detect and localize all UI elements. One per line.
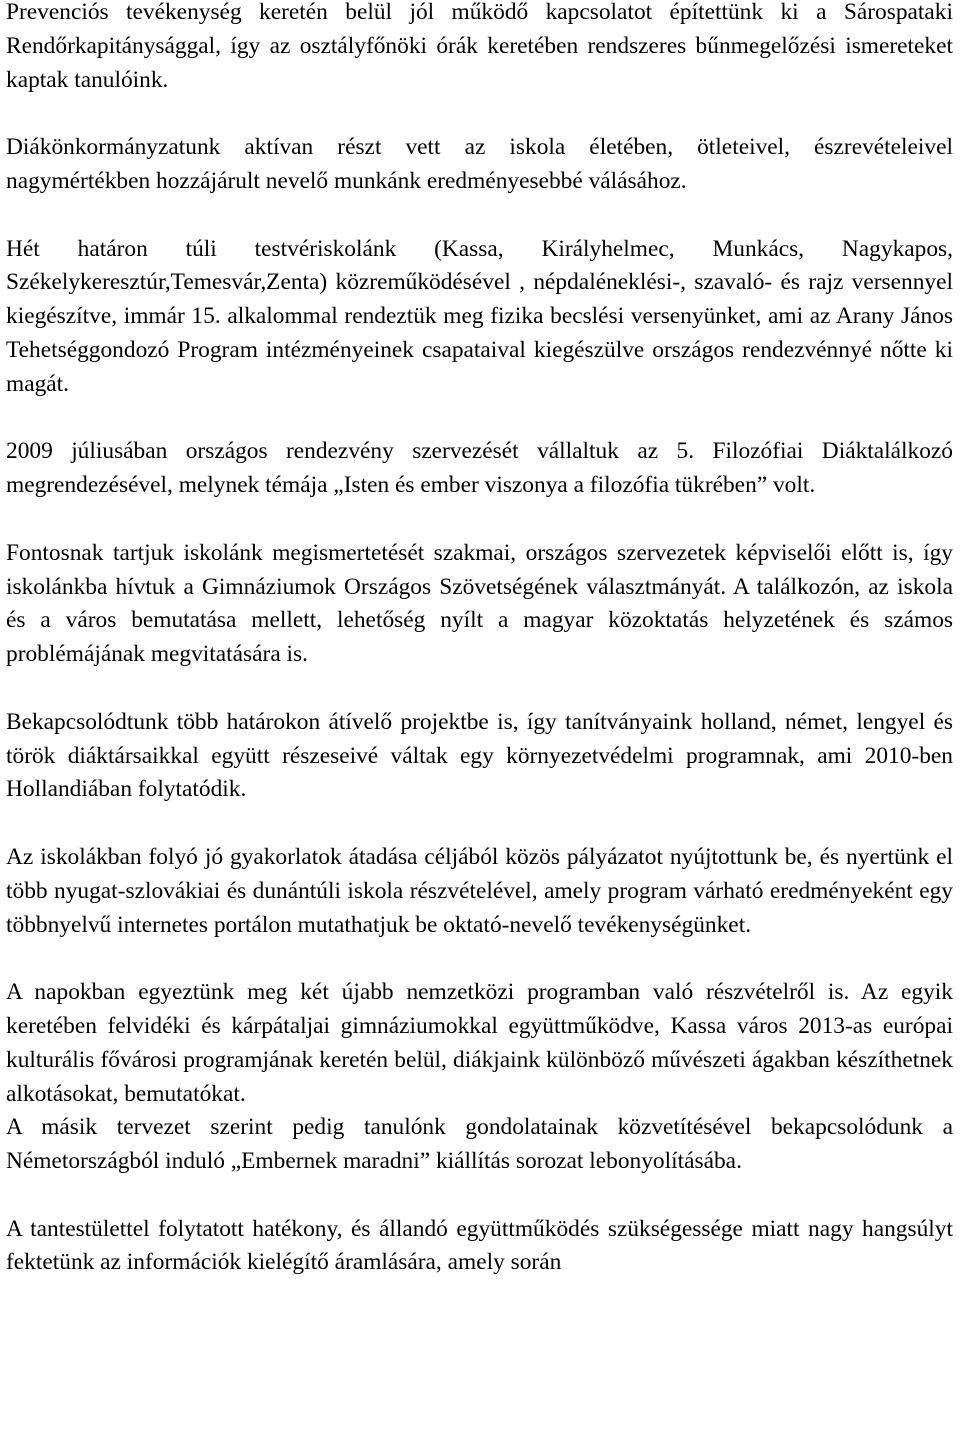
paragraph-sister-schools: Hét határon túli testvériskolánk (Kassa, Királyhelmec, Munkács, Nagykapos, Székelykeresztúr,Temesvár,Zenta) közreműködésével , népdaléneklési-, szavaló- és rajz versennyel kiegészítve, immár 15. alkalommal rendeztük meg fizika becslési versenyünket, ami az Arany János Tehetséggondozó Program intézményeinek csapataival kiegészülve országos rendezvénnyé nőtte ki magát. [6,235,953,397]
paragraph-national-associations: Fontosnak tartjuk iskolánk megismertetését szakmai, országos szervezetek képviselői előtt is, így iskolánkba hívtuk a Gimnáziumok Országos Szövetségének választmányát. A találkozón, az iskola és a város bemutatása mellett, lehetőség nyílt a magyar közoktatás helyzetének és számos problémájának megvitatására is. [6,539,953,668]
paragraph-good-practices: Az iskolákban folyó jó gyakorlatok átadása céljából közös pályázatot nyújtottunk be, és nyertünk el több nyugat-szlovákiai és dunántúli iskola részvételével, amely program várható eredményeként egy többnyelvű internetes portálon mutathatjuk be oktató-nevelő tevékenységünket. [6,843,953,938]
paragraph-student-council: Diákönkormányzatunk aktívan részt vett az iskola életében, ötleteivel, észrevételeivel nagymértékben hozzájárult nevelő munkánk eredményesebbé válásához. [6,134,953,194]
paragraph-philosophy-meeting: 2009 júliusában országos rendezvény szervezését vállaltuk az 5. Filozófiai Diáktalálkozó megrendezésével, melynek témája „Isten és ember viszonya a filozófia tükrében” volt. [6,438,953,499]
paragraph-international-programs: A napokban egyeztünk meg két újabb nemzetközi programban való részvételről is. Az egyik keretében felvidéki és kárpátaljai gimnáziumokkal együttműködve, Kassa város 2013-as európai kulturális fővárosi programjának keretén belül, diákjaink különböző művészeti ágakban készíthetnek alkotásokat, bemutatókat. [6,979,953,1107]
paragraph-crime-prevention: Prevenciós tevékenység keretén belül jól működő kapcsolatot építettünk ki a Sárospataki Rendőrkapitánysággal, így az osztályfőnöki órák keretében rendszeres bűnmegelőzési ismereteket kaptak tanulóink. [6,0,953,93]
paragraph-staff-cooperation: A tantestülettel folytatott hatékony, és állandó együttműködés szükségessége miatt nagy hangsúlyt fektetünk az információk kielégítő áramlására, amely során [6,1215,953,1276]
paragraph-exhibition-series: A másik tervezet szerint pedig tanulónk gondolatainak közvetítésével bekapcsolódunk a Németországból induló „Embernek maradni” kiállítás sorozat lebonyolításába. [6,1114,953,1175]
paragraph-cross-border-projects: Bekapcsolódtunk több határokon átívelő projektbe is, így tanítványaink holland, német, lengyel és török diáktársaikkal együtt részeseivé váltak egy környezetvédelmi programnak, ami 2010-ben Hollandiában folytatódik. [6,708,953,803]
